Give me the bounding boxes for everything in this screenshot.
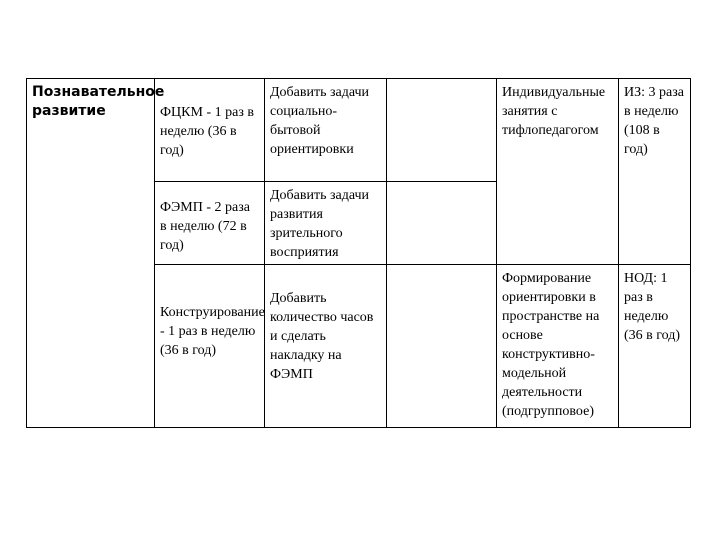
table-row — [27, 79, 691, 182]
curriculum-table — [26, 78, 691, 428]
note-cell: Добавить задачи социально-бытовой ориентировки — [265, 79, 387, 182]
extra-cell — [387, 265, 497, 428]
extra-cell — [387, 79, 497, 182]
activity-cell: ФЭМП - 2 раза в неделю (72 в год) — [155, 182, 265, 265]
individual-lessons-frequency-cell: ИЗ: 3 раза в неделю (108 в год) — [619, 79, 691, 265]
subgroup-lesson-frequency-cell: НОД: 1 раз в неделю (36 в год) — [619, 265, 691, 428]
educational-area-cell: Познавательное развитие — [27, 79, 155, 428]
individual-lessons-cell: Индивидуальные занятия с тифлопедагогом — [497, 79, 619, 265]
activity-cell: ФЦКМ - 1 раз в неделю (36 в год) — [155, 79, 265, 182]
note-cell: Добавить задачи развития зрительного восприятия — [265, 182, 387, 265]
subgroup-lesson-cell: Формирование ориентировки в пространстве на основе конструктивно-модельной деятельности (подгрупповое) — [497, 265, 619, 428]
extra-cell — [387, 182, 497, 265]
note-cell: Добавить количество часов и сделать накладку на ФЭМП — [265, 265, 387, 428]
activity-cell: Конструирование - 1 раз в неделю (36 в год) — [155, 265, 265, 428]
